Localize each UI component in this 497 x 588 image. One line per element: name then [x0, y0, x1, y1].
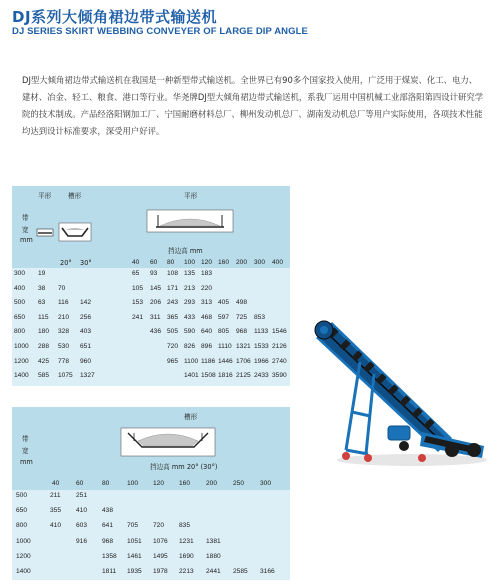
table2-cell: 1051: [127, 537, 142, 545]
table1-col-flat: 平形: [38, 192, 52, 200]
table1-cell: 1100: [184, 357, 199, 365]
table2-skirt-height: 200: [206, 480, 218, 487]
table2-cell: 251: [76, 492, 88, 499]
table2-cell: 1880: [206, 552, 221, 560]
table1-skirt-height: 160: [218, 259, 230, 266]
table2-cell: 410: [76, 507, 88, 515]
table1-band-width: 1000: [14, 343, 29, 350]
table1-cell: 1186: [201, 357, 216, 365]
table1-cell: 70: [58, 284, 66, 292]
table2-cell: 2213: [179, 568, 194, 575]
table1-band-width: 400: [14, 284, 26, 292]
intro-paragraph: DJ型大倾角裙边带式输送机在我国是一种新型带式输送机。全世界已有90多个国家投入使用，广泛用于煤炭、化工、电力、建材、冶金、轻工、粮食、港口等行业。华尧牌DJ型大倾角裙边带式输送机，系我厂运用中国机械工业部洛阳第四设计研究学院的技术制成。产品经洛阳钢加工厂、宁国耐磨材料总厂、柳州发动机总厂、湖南发动机总厂等用户实际使用，各项技术性能均达到设计标准要求，深受用户好评。: [22, 75, 484, 136]
table1-skirt-height: 400: [272, 259, 284, 266]
table1-cell: 505: [167, 328, 179, 336]
table1-cell: 243: [167, 299, 179, 307]
table2-cell: 1358: [102, 552, 117, 560]
table2-band-label-2: 宽: [22, 447, 29, 455]
table2-cell: 3166: [260, 568, 275, 575]
table1-skirt-height-label: 挡边高 mm: [168, 247, 203, 255]
table1-cell: 365: [167, 313, 179, 321]
page-title: DJ系列大倾角裙边带式输送机: [12, 8, 218, 26]
table2-cell: 916: [76, 537, 88, 545]
table1-cell: 38: [38, 284, 46, 292]
table1-skirt-height: 60: [150, 259, 158, 266]
table2-cell: 410: [50, 522, 62, 530]
table2-band-width: 500: [16, 492, 28, 499]
table1-cell: 63: [38, 299, 46, 307]
table2-skirt-height: 300: [260, 480, 272, 487]
table1-cell: 968: [236, 328, 248, 336]
table1-cell: 853: [254, 313, 266, 321]
table1-band-width: 500: [14, 299, 26, 307]
table1-cell: 1446: [218, 357, 233, 365]
table1-cell: 116: [58, 299, 69, 307]
table2-cell: 1690: [179, 552, 194, 560]
table1-cell: 778: [58, 357, 70, 365]
table1-band-width: 1200: [14, 357, 29, 365]
table1-cell: 210: [58, 313, 70, 321]
table1-band-width: 800: [14, 328, 26, 336]
table2-skirt-height: 40: [52, 480, 60, 487]
trough-skirt-belt-icon: [120, 427, 216, 457]
conveyor-machine-image: [302, 300, 492, 470]
table1-cell: 328: [58, 328, 70, 336]
table1-cell: 108: [167, 270, 179, 277]
table1-cell: 436: [150, 328, 162, 336]
table1-cell: 1966: [254, 357, 269, 365]
table1-cell: 19: [38, 270, 46, 277]
table2-band-label-1: 带: [22, 435, 29, 443]
table1-band-label-2: 宽: [22, 226, 29, 234]
table1-cell: 1706: [236, 357, 251, 365]
flat-skirt-belt-icon: [146, 208, 234, 234]
table2-cell: 355: [50, 507, 62, 515]
table2-cell: 1381: [206, 537, 221, 545]
table1-cell: 425: [38, 357, 50, 365]
flat-belt-icon: [36, 226, 54, 240]
table2-cell: 2441: [206, 568, 221, 575]
table2-skirt-height: 100: [127, 480, 139, 487]
table1-cell: 288: [38, 343, 50, 350]
table1-cell: 433: [184, 313, 196, 321]
table1-band-width: 650: [14, 313, 26, 321]
table2-cell: 1811: [102, 568, 117, 575]
table1-cell: 153: [132, 299, 144, 307]
table1-skirt-height: 100: [184, 259, 196, 266]
table1-cell: 960: [80, 357, 92, 365]
table1-cell: 1075: [58, 372, 73, 380]
table1-cell: 468: [201, 313, 213, 321]
page-subtitle: DJ SERIES SKIRT WEBBING CONVEYER OF LARGE DIP ANGLE: [12, 26, 308, 37]
table1-cell: 1321: [236, 343, 251, 350]
trough-belt-icon: [58, 222, 92, 242]
table2-skirt-height: 80: [102, 480, 110, 487]
table1-cell: 498: [236, 299, 248, 307]
table1-cell: 896: [201, 343, 213, 350]
table2-cell: 1231: [179, 537, 194, 545]
table1-cell: 585: [38, 372, 50, 380]
table1-band-width: 1400: [14, 372, 29, 380]
table1-cell: 1110: [218, 343, 232, 350]
table1-band-width: 300: [14, 270, 26, 277]
table1-cell: 1546: [272, 328, 287, 336]
table1-cell: 405: [218, 299, 230, 307]
table2-band-label-3: mm: [20, 458, 33, 466]
table2-cell: 1935: [127, 568, 142, 575]
table1-cell: 145: [150, 284, 162, 292]
table1-skirt-height: 300: [254, 259, 266, 266]
table2-band-width: 1000: [16, 537, 31, 545]
table1-band-label-3: mm: [20, 236, 33, 244]
table1-cell: 293: [184, 299, 196, 307]
table1-cell: 213: [184, 284, 196, 292]
table2-cell: 211: [50, 492, 61, 499]
table2-cell: 1978: [153, 568, 168, 575]
table1-cell: 1508: [201, 372, 216, 380]
table1-cell: 725: [236, 313, 248, 321]
table1-cell: 311: [150, 313, 161, 321]
table2-band-width: 1200: [16, 552, 31, 560]
table2-band-width: 1400: [16, 568, 31, 575]
table1-skirt-height: 40: [132, 259, 140, 266]
table2-cell: 2585: [233, 568, 248, 575]
table1-cell: 93: [150, 270, 158, 277]
table2-cell: 705: [127, 522, 139, 530]
table1-cell: 65: [132, 270, 140, 277]
table1-angle-30: 30°: [80, 259, 92, 267]
table2-skirt-height-label: 挡边高 mm 20° (30°): [150, 463, 218, 471]
table1-cell: 590: [184, 328, 196, 336]
table1-angle-20: 20°: [60, 259, 72, 267]
table2-col-trough: 槽形: [184, 413, 198, 421]
table1-cell: 1816: [218, 372, 233, 380]
table1-skirt-height: 200: [236, 259, 248, 266]
table1-cell: 1533: [254, 343, 269, 350]
table2-cell: 835: [179, 522, 191, 530]
table2-cell: 438: [102, 507, 114, 515]
table1-cell: 256: [80, 313, 92, 321]
table1-cell: 2125: [236, 372, 251, 380]
table1-cell: 1327: [80, 372, 95, 380]
table1-cell: 180: [38, 328, 50, 336]
table1-cell: 313: [201, 299, 213, 307]
table1-cell: 115: [38, 313, 49, 321]
table2-cell: 968: [102, 537, 114, 545]
table1-cell: 105: [132, 284, 144, 292]
table2-cell: 1461: [127, 552, 142, 560]
table1-cell: 2433: [254, 372, 269, 380]
table1-cell: 805: [218, 328, 230, 336]
table2-cell: 720: [153, 522, 165, 530]
table1-cell: 135: [184, 270, 196, 277]
table1-skirt-height: 80: [167, 259, 175, 266]
table1-cell: 142: [80, 299, 92, 307]
table2-skirt-height: 160: [179, 480, 191, 487]
table1-col-flat-skirt: 平形: [184, 192, 198, 200]
table2-skirt-height: 60: [76, 480, 84, 487]
table1-cell: 597: [218, 313, 230, 321]
table1-cell: 640: [201, 328, 213, 336]
table2-band-width: 650: [16, 507, 28, 515]
table2-cell: 1076: [153, 537, 168, 545]
table2-cell: 603: [76, 522, 88, 530]
table1-cell: 206: [150, 299, 162, 307]
table2-cell: 641: [102, 522, 114, 530]
table2-skirt-height: 250: [233, 480, 245, 487]
table2-band-width: 800: [16, 522, 28, 530]
table1-cell: 2740: [272, 357, 287, 365]
table1-cell: 220: [201, 284, 213, 292]
table1-skirt-height: 120: [201, 259, 213, 266]
table1-col-trough: 槽形: [68, 192, 82, 200]
table2-body-bg: [12, 490, 290, 580]
table1-cell: 3590: [272, 372, 287, 380]
table1-band-label-1: 带: [22, 214, 29, 222]
table1-cell: 1133: [254, 328, 269, 336]
table1-cell: 1401: [184, 372, 199, 380]
table1-cell: 651: [80, 343, 92, 350]
table1-cell: 826: [184, 343, 196, 350]
table1-cell: 530: [58, 343, 70, 350]
table2-skirt-height: 120: [153, 480, 165, 487]
table2-cell: 1495: [153, 552, 168, 560]
table1-cell: 403: [80, 328, 92, 336]
table1-cell: 720: [167, 343, 179, 350]
table1-cell: 171: [167, 284, 179, 292]
table1-cell: 183: [201, 270, 213, 277]
table1-cell: 2126: [272, 343, 287, 350]
table1-cell: 965: [167, 357, 179, 365]
table1-cell: 241: [132, 313, 144, 321]
